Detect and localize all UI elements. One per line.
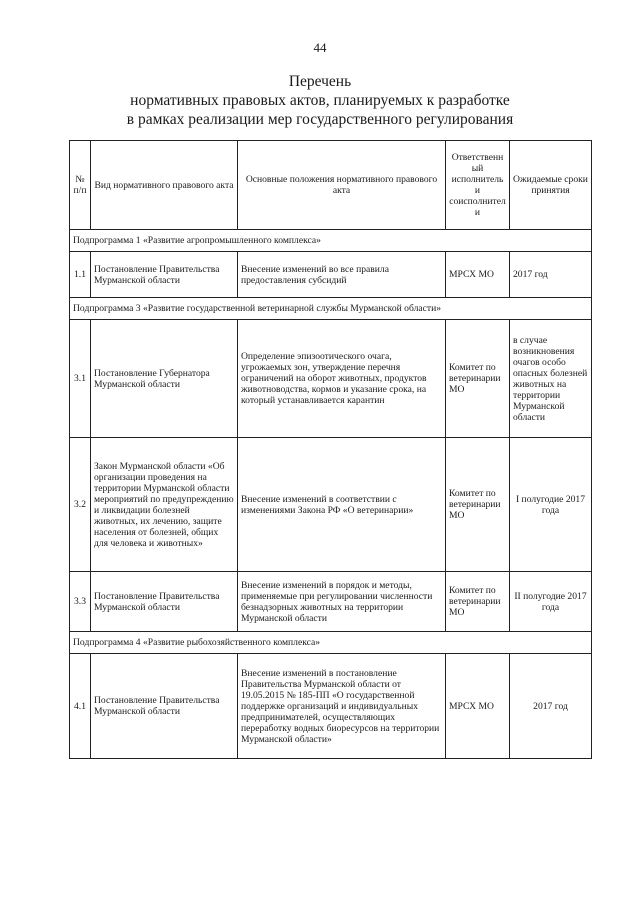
header-responsible: Ответственный исполнитель и соисполнители — [446, 141, 510, 230]
title-line-3: в рамках реализации мер государственного регулирования — [126, 111, 514, 128]
row-basic: Внесение изменений в порядок и методы, применяемые при регулировании численности безнадзорных животных на территории Мурманской области — [238, 572, 446, 632]
subprogram-title: Подпрограмма 1 «Развитие агропромышленного комплекса» — [70, 230, 592, 252]
table-header-row — [70, 141, 592, 230]
row-terms: II полугодие 2017 года — [510, 572, 592, 632]
row-responsible: МРСХ МО — [446, 654, 510, 759]
table-row — [70, 438, 592, 572]
row-num: 3.2 — [70, 438, 91, 572]
row-type: Постановление Губернатора Мурманской области — [91, 320, 238, 438]
table-row — [70, 320, 592, 438]
table-row — [70, 572, 592, 632]
title-line-1: Перечень — [288, 73, 352, 90]
table-row — [70, 252, 592, 298]
row-num: 4.1 — [70, 654, 91, 759]
table-row — [70, 654, 592, 759]
subprogram-title: Подпрограмма 4 «Развитие рыбохозяйственного комплекса» — [70, 632, 592, 654]
row-num: 3.3 — [70, 572, 91, 632]
row-type: Постановление Правительства Мурманской области — [91, 654, 238, 759]
row-basic: Определение эпизоотического очага, угрожаемых зон, утверждение перечня ограничений на оборот животных, продуктов животноводства, кормов и указание срока, на который устанавливается карантин — [238, 320, 446, 438]
row-type: Закон Мурманской области «Об организации проведения на территории Мурманской области мероприятий по предупреждению и ликвидации болезней животных, их лечению, защите населения от болезней, общих для человека и животных» — [91, 438, 238, 572]
header-num: № п/п — [70, 141, 91, 230]
title-line-2: нормативных правовых актов, планируемых к разработке — [130, 92, 510, 109]
document-title — [0, 72, 640, 129]
row-num: 3.1 — [70, 320, 91, 438]
row-responsible: Комитет по ветеринарии МО — [446, 572, 510, 632]
subprogram-row — [70, 632, 592, 654]
row-terms: 2017 год — [510, 252, 592, 298]
row-num: 1.1 — [70, 252, 91, 298]
row-terms: в случае возникновения очагов особо опасных болезней животных на территории Мурманской области — [510, 320, 592, 438]
acts-table — [69, 140, 592, 759]
row-responsible: Комитет по ветеринарии МО — [446, 438, 510, 572]
row-type: Постановление Правительства Мурманской области — [91, 572, 238, 632]
row-terms: I полугодие 2017 года — [510, 438, 592, 572]
row-basic: Внесение изменений в постановление Правительства Мурманской области от 19.05.2015 № 185-ПП «О государственной поддержке организаций и индивидуальных предпринимателей, осуществляющих переработку водных биоресурсов на территории Мурманской области» — [238, 654, 446, 759]
subprogram-title: Подпрограмма 3 «Развитие государственной ветеринарной службы Мурманской области» — [70, 298, 592, 320]
row-type: Постановление Правительства Мурманской области — [91, 252, 238, 298]
row-terms: 2017 год — [510, 654, 592, 759]
row-basic: Внесение изменений в соответствии с изменениями Закона РФ «О ветеринарии» — [238, 438, 446, 572]
header-terms: Ожидаемые сроки принятия — [510, 141, 592, 230]
header-type: Вид нормативного правового акта — [91, 141, 238, 230]
subprogram-row — [70, 298, 592, 320]
subprogram-row — [70, 230, 592, 252]
row-responsible: МРСХ МО — [446, 252, 510, 298]
row-basic: Внесение изменений во все правила предоставления субсидий — [238, 252, 446, 298]
page-number: 44 — [313, 40, 327, 55]
header-basic: Основные положения нормативного правового акта — [238, 141, 446, 230]
row-responsible: Комитет по ветеринарии МО — [446, 320, 510, 438]
